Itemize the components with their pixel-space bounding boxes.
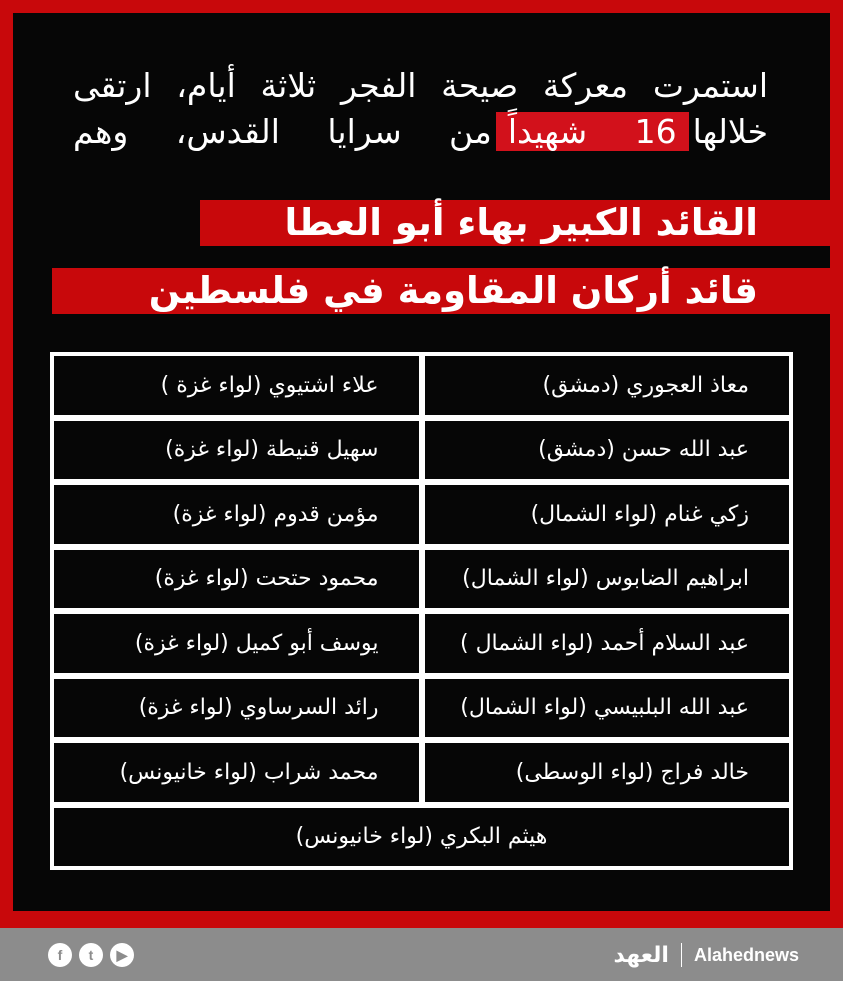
martyr-cell: خالد فراج (لواء الوسطى): [425, 743, 790, 802]
brand-divider: [681, 943, 682, 967]
martyr-cell: معاذ العجوري (دمشق): [425, 356, 790, 415]
martyr-cell: محمد شراب (لواء خانيونس): [54, 743, 419, 802]
brand-logo: [614, 941, 799, 969]
martyr-cell: عبد الله حسن (دمشق): [425, 421, 790, 480]
facebook-icon[interactable]: f: [48, 943, 72, 967]
martyr-cell: سهيل قنيطة (لواء غزة): [54, 421, 419, 480]
martyr-cell: عبد الله البلبيسي (لواء الشمال): [425, 679, 790, 738]
martyr-cell: ابراهيم الضابوس (لواء الشمال): [425, 550, 790, 609]
footer-bar: [0, 928, 843, 981]
brand-arabic: العهد: [613, 942, 669, 968]
twitter-icon[interactable]: t: [79, 943, 103, 967]
martyr-cell: رائد السرساوي (لواء غزة): [54, 679, 419, 738]
martyrs-table: [50, 352, 793, 870]
social-links: [48, 943, 134, 967]
brand-english: Alahednews: [693, 944, 799, 965]
martyr-cell: مؤمن قدوم (لواء غزة): [54, 485, 419, 544]
martyr-cell: علاء اشتيوي (لواء غزة ): [54, 356, 419, 415]
martyr-cell-last: هيثم البكري (لواء خانيونس): [54, 808, 789, 867]
intro-after: من سرايا القدس، وهم: [73, 112, 492, 151]
intro-line-2: [73, 109, 768, 155]
intro-before: خلالها: [692, 112, 768, 151]
intro-line-1: استمرت معركة صيحة الفجر ثلاثة أيام، ارتقى: [73, 66, 768, 105]
martyr-cell: يوسف أبو كميل (لواء غزة): [54, 614, 419, 673]
martyr-cell: زكي غنام (لواء الشمال): [425, 485, 790, 544]
martyr-cell: عبد السلام أحمد (لواء الشمال ): [425, 614, 790, 673]
headline-2: قائد أركان المقاومة في فلسطين: [52, 268, 830, 314]
intro-text: [73, 63, 768, 155]
youtube-icon[interactable]: ▶: [110, 943, 134, 967]
martyr-cell: محمود حتحت (لواء غزة): [54, 550, 419, 609]
highlight-count: 16 شهيداً: [496, 112, 689, 151]
headline-1: القائد الكبير بهاء أبو العطا: [200, 200, 830, 246]
